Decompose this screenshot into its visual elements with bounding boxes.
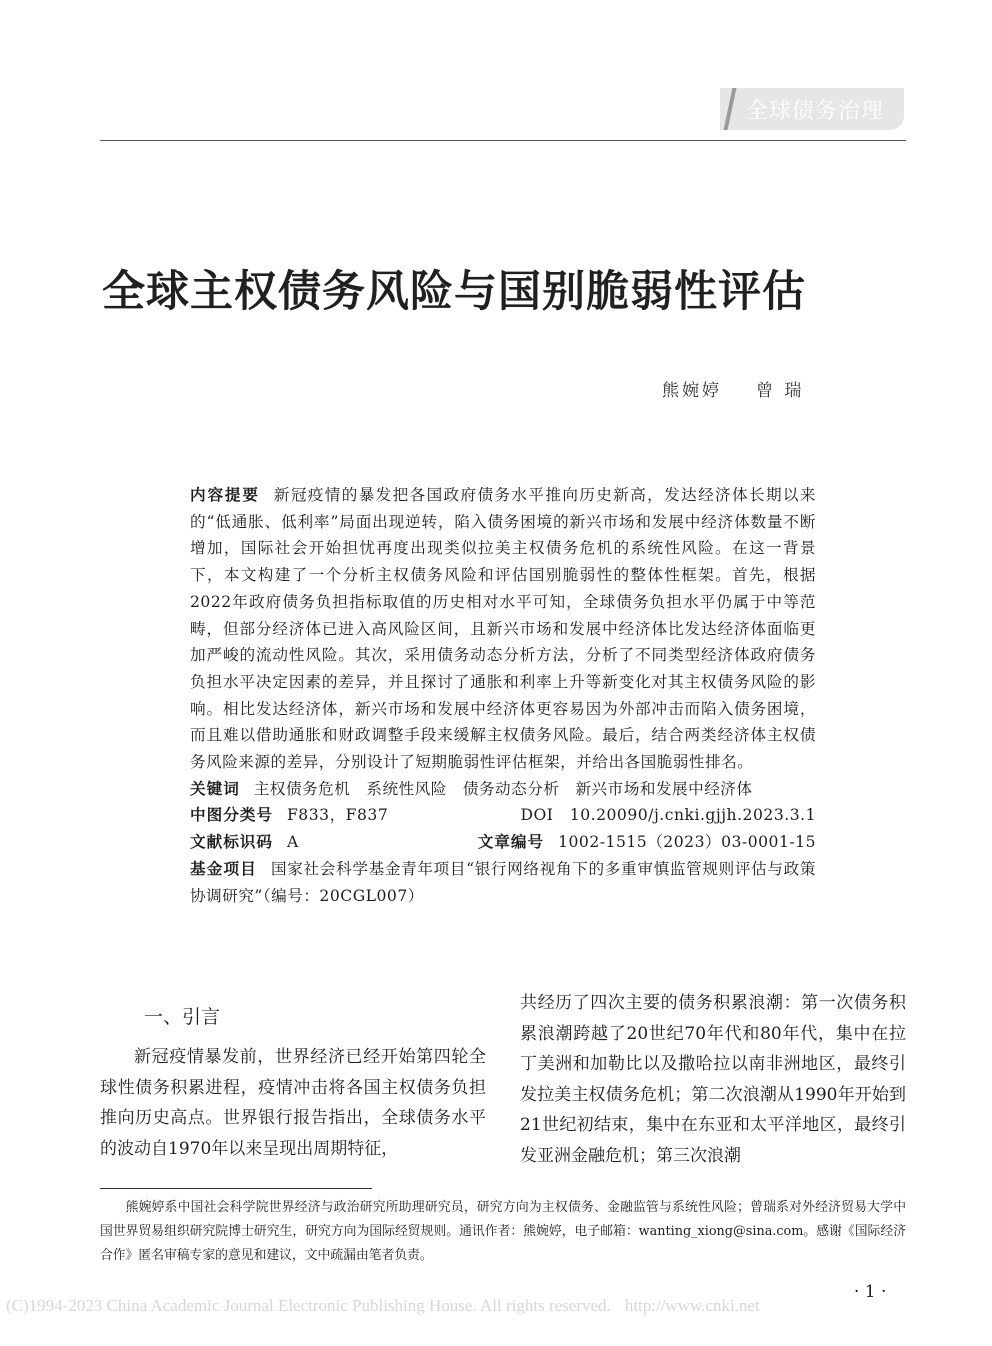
author-name: 熊婉婷 (662, 381, 722, 401)
keywords-label: 关键词 (190, 779, 240, 798)
keyword: 系统性风险 (366, 779, 447, 798)
clc-value: F833，F837 (286, 806, 389, 825)
authors (662, 376, 804, 401)
doc-code-label: 文献标识码 (190, 833, 273, 852)
body-column-left (100, 986, 486, 1164)
fund (190, 856, 816, 909)
watermark (6, 1296, 760, 1316)
keyword: 新兴市场和发展中经济体 (575, 779, 753, 798)
abstract-label: 内容提要 (190, 486, 260, 504)
footnote-rule (100, 1188, 372, 1189)
page-number: · 1 · (854, 1282, 887, 1302)
watermark-text: (C)1994-2023 China Academic Journal Electronic Publishing House. All rights reserved. (6, 1296, 611, 1315)
fund-label: 基金项目 (190, 859, 258, 878)
section-tab (720, 88, 904, 130)
fund-text: 国家社会科学基金青年项目“银行网络视角下的多重审慎监管规则评估与政策协调研究”（编号：20CGL007） (190, 859, 816, 905)
abstract (190, 482, 816, 776)
keyword: 主权债务危机 (253, 779, 351, 798)
keyword: 债务动态分析 (462, 779, 560, 798)
doi-value: 10.20090/j.cnki.gjjh.2023.3.1 (569, 806, 816, 825)
article-title: 全球主权债务风险与国别脆弱性评估 (102, 267, 806, 317)
body-paragraph: 新冠疫情暴发前，世界经济已经开始第四轮全球性债务积累进程，疫情冲击将各国主权债务负担推向历史高点。世界银行报告指出，全球债务水平的波动自1970年以来呈现出周期特征， (100, 1047, 486, 1159)
section-tab-label: 全球债务治理 (746, 99, 885, 124)
article-no-value: 1002-1515（2023）03-0001-15 (558, 833, 816, 852)
section-heading: 一、引言 (144, 1006, 221, 1028)
body-column-right (520, 988, 906, 1172)
clc-label: 中图分类号 (190, 806, 273, 825)
abstract-block (190, 482, 816, 909)
abstract-text: 新冠疫情的暴发把各国政府债务水平推向历史新高，发达经济体长期以来的“低通胀、低利率”局面出现逆转，陷入债务困境的新兴市场和发展中经济体数量不断增加，国际社会开始担忧再度出现类似拉美主权债务危机的系统性风险。在这一背景下，本文构建了一个分析主权债务风险和评估国别脆弱性的整体性框架。首先，根据2022年政府债务负担指标取值的历史相对水平可知，全球债务负担水平仍属于中等范畴，但部分经济体已进入高风险区间，且新兴市场和发展中经济体比发达经济体面临更加严峻的流动性风险。其次，采用债务动态分析方法，分析了不同类型经济体政府债务负担水平决定因素的差异，并且探讨了通胀和利率上升等新变化对其主权债务风险的影响。相比发达经济体，新兴市场和发展中经济体更容易因为外部冲击而陷入债务困境，而且难以借助通胀和财政调整手段来缓解主权债务风险。最后，结合两类经济体主权债务风险来源的差异，分别设计了短期脆弱性评估框架，并给出各国脆弱性排名。 (190, 486, 816, 772)
doc-code-value: A (286, 833, 299, 852)
doc-code-row (190, 829, 816, 856)
footnote: 熊婉婷系中国社会科学院世界经济与政治研究所助理研究员，研究方向为主权债务、金融监管与系统性风险；曾瑞系对外经济贸易大学中国世界贸易组织研究院博士研究生，研究方向为国际经贸规则。通讯作者：熊婉婷，电子邮箱：wanting_xiong@sina.com。感谢《国际经济合作》匿名审稿专家的意见和建议，文中疏漏由笔者负责。 (100, 1200, 906, 1263)
keywords-row (190, 776, 816, 803)
author-name: 曾 瑞 (756, 381, 805, 401)
clc-doi-row (190, 802, 816, 829)
header-rule (100, 140, 906, 141)
doi-label: DOI (520, 806, 554, 825)
body-paragraph-continued: 共经历了四次主要的债务积累浪潮：第一次债务积累浪潮跨越了20世纪70年代和80年代，集中在拉丁美洲和加勒比以及撒哈拉以南非洲地区，最终引发拉美主权债务危机；第二次浪潮从1990年开始到21世纪初结束，集中在东亚和太平洋地区，最终引发亚洲金融危机；第三次浪潮 (520, 993, 906, 1166)
article-no-label: 文章编号 (477, 833, 545, 852)
watermark-url: http://www.cnki.net (624, 1296, 760, 1315)
